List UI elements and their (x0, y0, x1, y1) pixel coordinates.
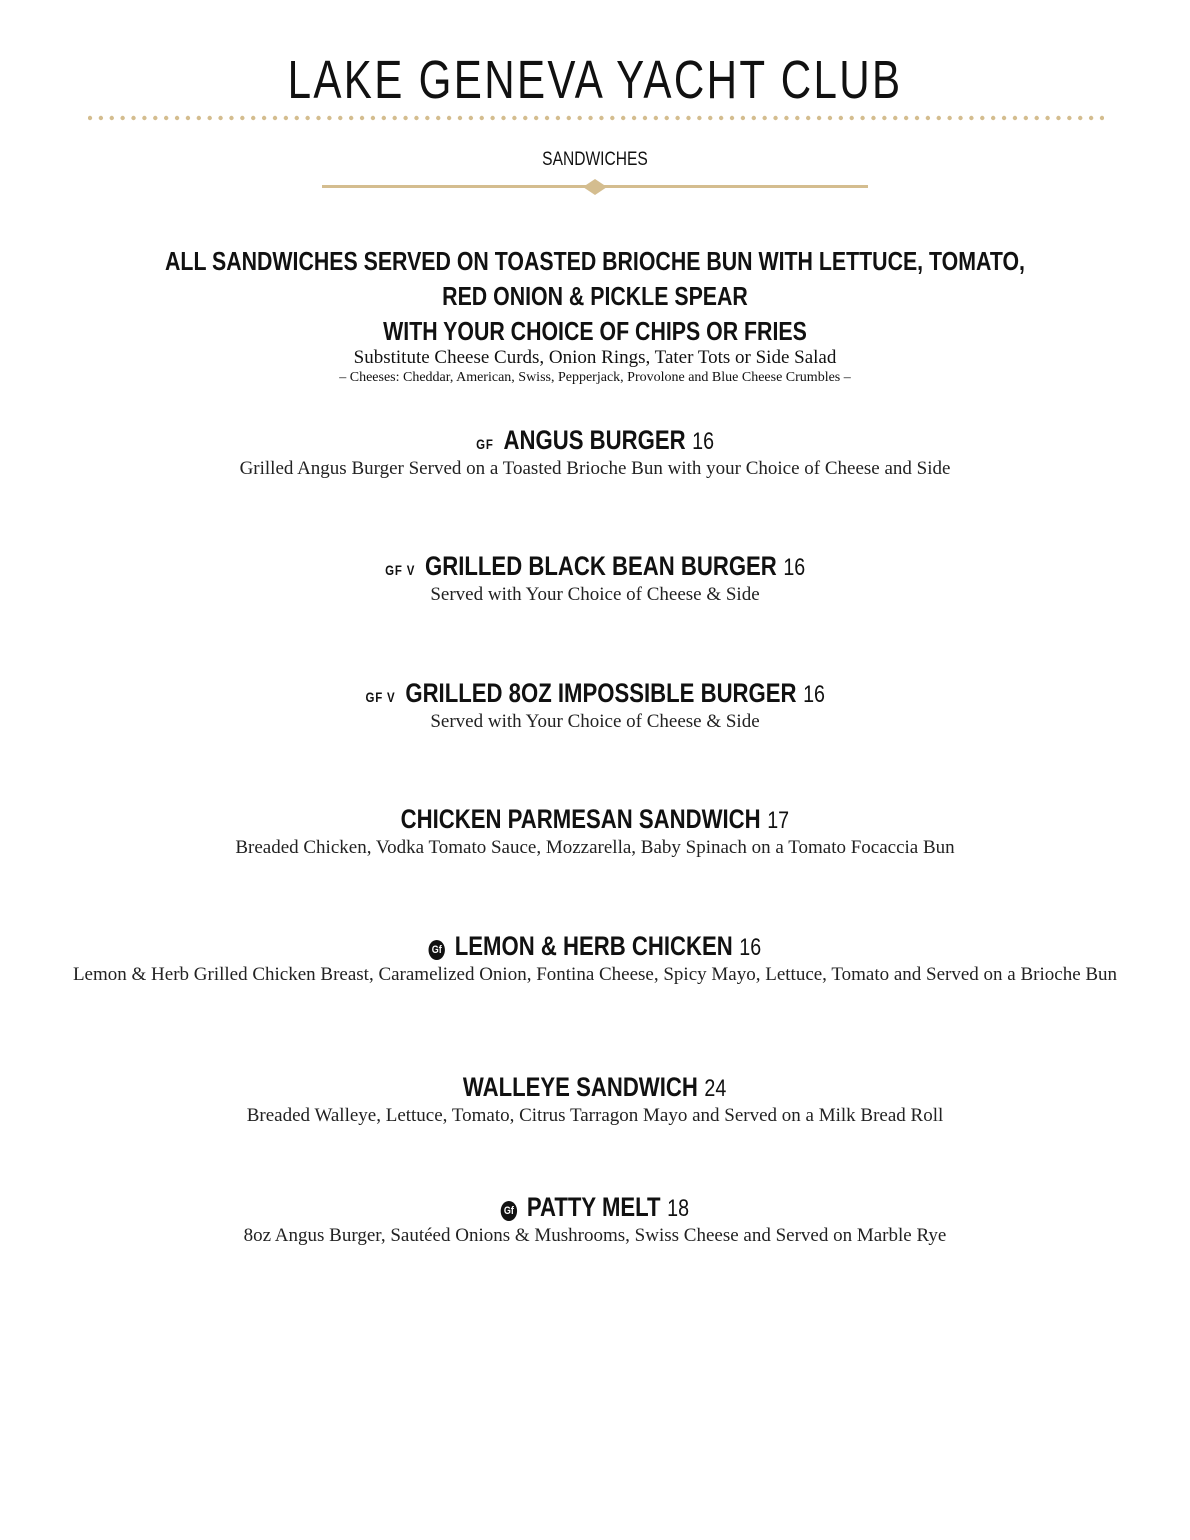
item-name: GRILLED BLACK BEAN BURGER (424, 551, 777, 581)
rule-dot (697, 116, 701, 120)
rule-dot (142, 116, 146, 120)
gluten-free-badge-icon: Gf (501, 1201, 517, 1221)
rule-dot (99, 116, 103, 120)
item-description: Served with Your Choice of Cheese & Side (430, 711, 760, 732)
rule-dot (937, 116, 941, 120)
rule-dot (806, 116, 810, 120)
rule-dot (621, 116, 625, 120)
item-name: ANGUS BURGER (503, 425, 686, 455)
rule-dot (860, 116, 864, 120)
rule-dot (512, 116, 516, 120)
rule-dot (567, 116, 571, 120)
rule-dot (458, 116, 462, 120)
rule-dot (1024, 116, 1028, 120)
rule-dot (403, 116, 407, 120)
rule-dot (469, 116, 473, 120)
rule-dot (197, 116, 201, 120)
rule-dot (186, 116, 190, 120)
item-price: 17 (767, 807, 790, 834)
rule-dot (882, 116, 886, 120)
dotted-rule (88, 114, 1104, 122)
intro-block (60, 244, 1130, 387)
rule-dot (175, 116, 179, 120)
rule-dot (850, 116, 854, 120)
rule-dot (501, 116, 505, 120)
item-description: 8oz Angus Burger, Sautéed Onions & Mushrooms, Swiss Cheese and Served on Marble Rye (243, 1225, 947, 1246)
intro-heading-line2: WITH YOUR CHOICE OF CHIPS OR FRIES (383, 316, 807, 346)
rule-dot (1035, 116, 1039, 120)
menu-item-walleye-sandwich (60, 1071, 1130, 1127)
rule-dot (110, 116, 114, 120)
item-price: 18 (667, 1195, 690, 1222)
item-description: Breaded Chicken, Vodka Tomato Sauce, Mozzarella, Baby Spinach on a Tomato Focaccia Bun (235, 837, 955, 858)
item-name: CHICKEN PARMESAN SANDWICH (400, 804, 761, 834)
menu-item-lemon-herb-chicken (60, 930, 1130, 986)
dietary-tag: GF V (384, 562, 415, 578)
diamond-icon (583, 179, 607, 195)
rule-dot (131, 116, 135, 120)
rule-dot (1078, 116, 1082, 120)
rule-dot (599, 116, 603, 120)
dietary-tag: GF V (365, 689, 396, 705)
rule-dot (251, 116, 255, 120)
rule-dot (588, 116, 592, 120)
rule-dot (1002, 116, 1006, 120)
rule-dot (382, 116, 386, 120)
rule-dot (316, 116, 320, 120)
item-name: LEMON & HERB CHICKEN (454, 931, 733, 961)
section-title: SANDWICHES (542, 149, 648, 170)
rule-dot (534, 116, 538, 120)
rule-dot (262, 116, 266, 120)
menu-item-angus-burger (60, 424, 1130, 480)
rule-dot (817, 116, 821, 120)
item-name: PATTY MELT (527, 1192, 661, 1222)
rule-dot (480, 116, 484, 120)
rule-dot (926, 116, 930, 120)
rule-dot (871, 116, 875, 120)
rule-dot (295, 116, 299, 120)
rule-dot (164, 116, 168, 120)
rule-dot (523, 116, 527, 120)
item-name: GRILLED 8OZ IMPOSSIBLE BURGER (405, 678, 797, 708)
rule-dot (1089, 116, 1093, 120)
menu-item-impossible-burger (60, 677, 1130, 733)
rule-dot (153, 116, 157, 120)
rule-dot (708, 116, 712, 120)
rule-dot (839, 116, 843, 120)
rule-dot (1045, 116, 1049, 120)
item-price: 16 (739, 934, 762, 961)
intro-heading-line1: ALL SANDWICHES SERVED ON TOASTED BRIOCHE BUN WITH LETTUCE, TOMATO, RED ONION & PICKLE SPEAR (165, 246, 1025, 311)
rule-dot (447, 116, 451, 120)
rule-dot (371, 116, 375, 120)
rule-dot (88, 116, 92, 120)
rule-dot (284, 116, 288, 120)
rule-dot (556, 116, 560, 120)
item-description: Lemon & Herb Grilled Chicken Breast, Caramelized Onion, Fontina Cheese, Spicy Mayo, Lettuce, Tomato and Served on a Brioche Bun (72, 964, 1118, 985)
gluten-free-badge-icon: Gf (429, 940, 445, 960)
rule-dot (349, 116, 353, 120)
rule-dot (719, 116, 723, 120)
rule-dot (490, 116, 494, 120)
rule-dot (577, 116, 581, 120)
rule-dot (414, 116, 418, 120)
restaurant-title: LAKE GENEVA YACHT CLUB (287, 50, 903, 110)
item-price: 16 (783, 554, 806, 581)
rule-dot (762, 116, 766, 120)
rule-dot (1100, 116, 1104, 120)
rule-dot (1056, 116, 1060, 120)
rule-dot (1013, 116, 1017, 120)
item-price: 16 (802, 681, 825, 708)
rule-dot (686, 116, 690, 120)
rule-dot (425, 116, 429, 120)
item-price: 16 (692, 428, 714, 455)
rule-dot (675, 116, 679, 120)
rule-dot (893, 116, 897, 120)
rule-dot (436, 116, 440, 120)
rule-dot (828, 116, 832, 120)
rule-dot (360, 116, 364, 120)
item-description: Grilled Angus Burger Served on a Toasted Brioche Bun with your Choice of Cheese and Side (239, 458, 951, 479)
rule-dot (392, 116, 396, 120)
rule-dot (654, 116, 658, 120)
rule-dot (273, 116, 277, 120)
rule-dot (958, 116, 962, 120)
rule-dot (915, 116, 919, 120)
rule-dot (120, 116, 124, 120)
item-description: Breaded Walleye, Lettuce, Tomato, Citrus Tarragon Mayo and Served on a Milk Bread Roll (246, 1105, 944, 1126)
rule-dot (643, 116, 647, 120)
menu-item-black-bean-burger (60, 550, 1130, 606)
rule-dot (795, 116, 799, 120)
dietary-tag: GF (476, 436, 494, 452)
rule-dot (610, 116, 614, 120)
rule-dot (784, 116, 788, 120)
item-price: 24 (704, 1075, 727, 1102)
rule-dot (327, 116, 331, 120)
item-name: WALLEYE SANDWICH (463, 1072, 699, 1102)
rule-dot (665, 116, 669, 120)
diamond-divider (322, 178, 868, 196)
rule-dot (980, 116, 984, 120)
rule-dot (730, 116, 734, 120)
item-description: Served with Your Choice of Cheese & Side (430, 584, 760, 605)
rule-dot (904, 116, 908, 120)
menu-item-patty-melt (60, 1191, 1130, 1247)
rule-dot (240, 116, 244, 120)
rule-dot (991, 116, 995, 120)
rule-dot (305, 116, 309, 120)
rule-dot (229, 116, 233, 120)
menu-item-chicken-parmesan (60, 803, 1130, 859)
rule-dot (773, 116, 777, 120)
rule-dot (947, 116, 951, 120)
rule-dot (741, 116, 745, 120)
rule-dot (632, 116, 636, 120)
intro-cheeses: – Cheeses: Cheddar, American, Swiss, Pepperjack, Provolone and Blue Cheese Crumbles – (339, 370, 851, 385)
rule-dot (969, 116, 973, 120)
rule-dot (752, 116, 756, 120)
rule-dot (545, 116, 549, 120)
intro-substitute: Substitute Cheese Curds, Onion Rings, Tater Tots or Side Salad (353, 347, 837, 368)
rule-dot (207, 116, 211, 120)
rule-dot (338, 116, 342, 120)
rule-dot (218, 116, 222, 120)
rule-dot (1067, 116, 1071, 120)
